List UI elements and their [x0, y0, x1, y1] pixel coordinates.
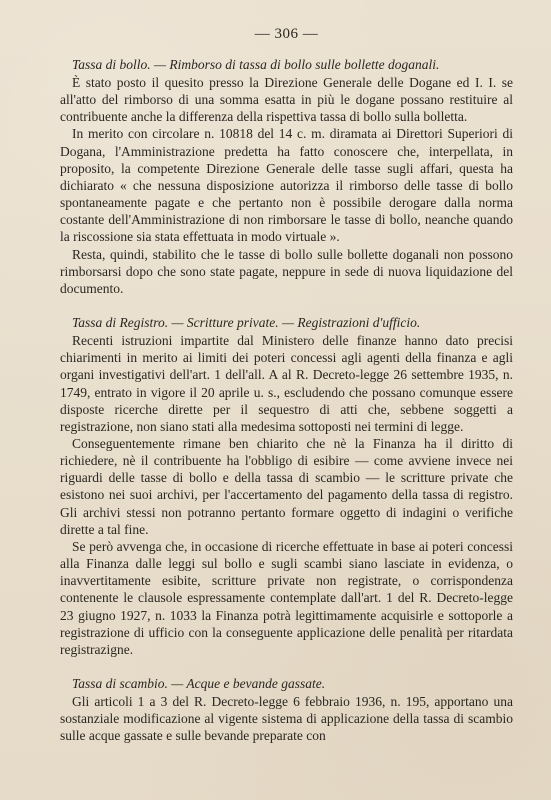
paragraph-stamp-duty-2: In merito con circolare n. 10818 del 14 c. m. diramata ai Direttori Superiori di Dogana, l'Amministrazione predetta ha fatto conoscere che, interpellata, in proposito, la competente Direzione Generale delle tasse sugli affari, questa ha dichiarato « che nessuna disposizione autorizza il rimborso delle tasse di bollo spontaneamente pagate e che pertanto non è possibile derogare dalla norma costante dell'Amministrazione di non rimborsare le tasse di bollo, neanche quando la riscossione sia stata effettuata in modo virtuale ». — [60, 126, 513, 245]
paragraph-registration-tax-3: Se però avvenga che, in occasione di ricerche effettuate in base ai poteri concessi alla Finanza dalle leggi sul bollo e sugli scambi siano lasciate in evidenza, o inavvertitamente esibite, scritture private non registrate, o corrispondenza contenente le clausole espressamente contemplate dall'art. 1 del R. Decreto-legge 23 giugno 1927, n. 1033 la Finanza potrà legittimamente acquisirle e sottoporle a registrazione di ufficio con la conseguente applicazione delle penalità per ritardata registrazigne. — [60, 538, 513, 657]
section-stamp-duty — [60, 56, 513, 297]
section-registration-tax — [60, 314, 513, 658]
paragraph-registration-tax-2: Conseguentemente rimane ben chiarito che nè la Finanza ha il diritto di richiedere, nè il contribuente ha l'obbligo di esibire — come avviene invece nei riguardi delle tasse di bollo e della tassa di scambio — le scritture private che esistono nei suoi archivi, per l'accertamento del pagamento della tassa di registro. Gli archivi stessi non potranno pertanto formare oggetto di indagini o verifiche dirette a tal fine. — [60, 435, 513, 537]
paragraph-stamp-duty-3: Resta, quindi, stabilito che le tasse di bollo sulle bollette doganali non possono rimborsarsi dopo che sono state pagate, neppure in sede di nuova liquidazione del documento. — [60, 246, 513, 296]
paragraph-registration-tax-1: Recenti istruzioni impartite dal Ministero delle finanze hanno dato precisi chiarimenti in merito ai limiti dei poteri concessi agli agenti della finanza e agli organi investigativi dell'art. 1 dell'all. A al R. Decreto-legge 26 settembre 1935, n. 1749, entrato in vigore il 20 aprile u. s., escludendo che possano comunque essere disposte ricerche dirette per il sequestro di atti che, sebbene soggetti a registrazione, non siano stati alla medesima sottoposti nei termini di legge. — [60, 333, 513, 434]
paragraph-stamp-duty-1: È stato posto il quesito presso la Direzione Generale delle Dogane ed I. I. se all'atto del rimborso di una somma esatta in più le dogane possano restituire al contribuente anche la differenza della rispettiva tassa di bollo sulla bolletta. — [60, 75, 513, 125]
section-title-registration-tax: Tassa di Registro. — Scritture private. — Registrazioni d'ufficio. — [72, 315, 421, 331]
section-title-stamp-duty: Tassa di bollo. — Rimborso di tassa di bollo sulle bollette doganali. — [72, 57, 440, 72]
page-number: — 306 — — [254, 26, 319, 42]
section-exchange-tax — [60, 675, 513, 744]
section-title-exchange-tax: Tassa di scambio. — Acque e bevande gassate. — [72, 676, 326, 691]
paragraph-exchange-tax-1: Gli articoli 1 a 3 del R. Decreto-legge 6 febbraio 1936, n. 195, apportano una sostanziale modificazione al vigente sistema di applicazione della tassa di scambio sulle acque gassate e sulle bevande preparate con — [60, 694, 513, 744]
